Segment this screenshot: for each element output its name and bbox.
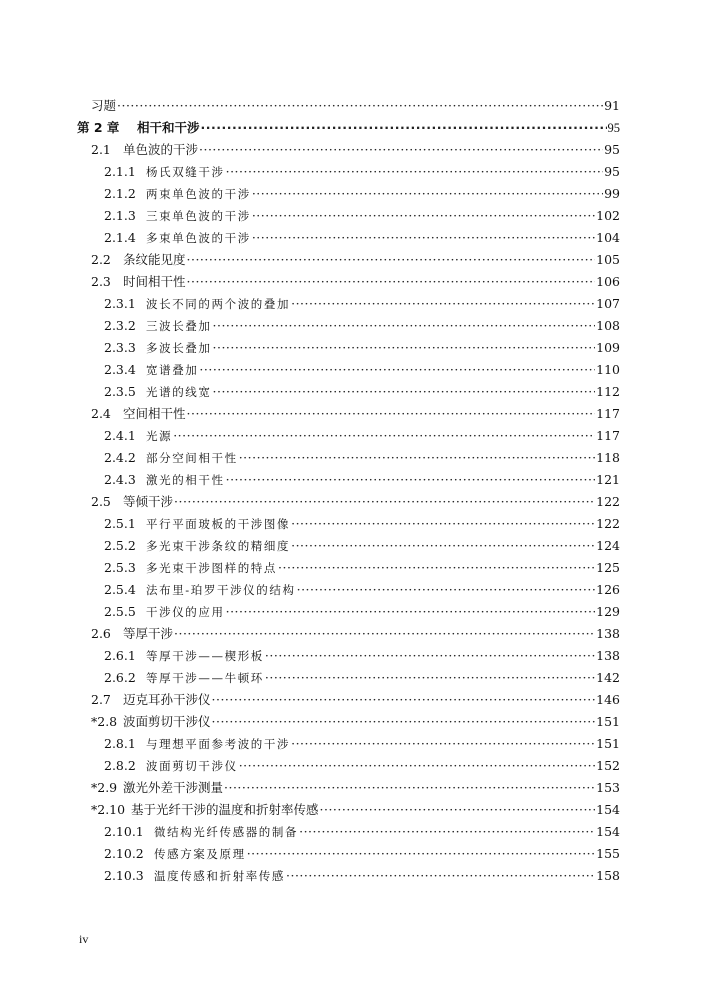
dot-leader (265, 667, 595, 689)
toc-entry-title: 条纹能见度 (123, 252, 186, 267)
toc-entry-page-number: 109 (596, 340, 620, 355)
toc-entry-title: 三束单色波的干涉 (146, 209, 251, 223)
dot-leader (213, 381, 596, 403)
toc-entry-number: 2.4.1 (104, 428, 136, 443)
dot-leader (320, 799, 596, 821)
dot-leader (226, 161, 603, 183)
toc-entry-number: 2.5.5 (104, 604, 136, 619)
toc-entry-page-number: 95 (604, 164, 620, 179)
toc-section-entry[interactable] (91, 689, 620, 711)
toc-entry-page-number: 122 (596, 516, 620, 531)
dot-leader (291, 293, 595, 315)
dot-leader (174, 623, 595, 645)
dot-leader (278, 557, 595, 579)
toc-entry-page-number: 158 (596, 868, 620, 883)
toc-section-entry[interactable] (91, 403, 620, 425)
toc-entry-page-number: 154 (596, 802, 620, 817)
dot-leader (239, 755, 595, 777)
dot-leader (297, 579, 596, 601)
toc-entry-title: 传感方案及原理 (154, 847, 246, 861)
dot-leader (213, 337, 596, 359)
toc-subsection-entry[interactable] (104, 667, 620, 689)
toc-entry-page-number: 151 (596, 714, 620, 729)
dot-leader (117, 95, 603, 117)
toc-entry-title: 单色波的干涉 (123, 142, 199, 157)
dot-leader (252, 205, 595, 227)
toc-entry-page-number: 118 (596, 450, 620, 465)
dot-leader (213, 315, 596, 337)
toc-entry-number: 2.6 (91, 626, 111, 641)
toc-subsection-entry[interactable] (104, 513, 620, 535)
toc-entry-number: 2.6.2 (104, 670, 136, 685)
toc-entry-number: 2.5.3 (104, 560, 136, 575)
toc-entry-page-number: 129 (596, 604, 620, 619)
toc-entry-title: 迈克耳孙干涉仪 (123, 692, 211, 707)
dot-leader (174, 491, 595, 513)
dot-leader (187, 271, 596, 293)
toc-entry-page-number: 102 (596, 208, 620, 223)
toc-entry-number: *2.8 (91, 714, 118, 729)
dot-leader (299, 821, 595, 843)
toc-entry-page-number: 122 (596, 494, 620, 509)
toc-entry-number: 2.3.5 (104, 384, 136, 399)
toc-entry-title: 波面剪切干涉仪 (123, 714, 211, 729)
toc-entry-title: 等倾干涉 (123, 494, 174, 509)
toc-section-entry[interactable] (91, 799, 620, 821)
dot-leader (239, 447, 595, 469)
toc-subsection-entry[interactable] (104, 359, 620, 381)
dot-leader (173, 425, 595, 447)
toc-subsection-entry[interactable] (104, 315, 620, 337)
toc-subsection-entry[interactable] (104, 447, 620, 469)
toc-entry-number: 2.10.3 (104, 868, 144, 883)
toc-entry-title: 温度传感和折射率传感 (154, 869, 285, 883)
toc-entry-page-number: 107 (596, 296, 620, 311)
toc-entry-page-number: 153 (596, 780, 620, 795)
toc-entry-page-number: 91 (604, 98, 620, 113)
dot-leader (247, 843, 595, 865)
toc-entry-page-number: 154 (596, 824, 620, 839)
toc-entry-page-number: 112 (596, 384, 620, 399)
toc-entry-number: 2.4.3 (104, 472, 136, 487)
dot-leader (252, 183, 603, 205)
dot-leader (265, 645, 595, 667)
toc-entry-number: 2.3.2 (104, 318, 136, 333)
toc-subsection-entry[interactable] (104, 425, 620, 447)
toc-entry-number: 2.3.3 (104, 340, 136, 355)
toc-entry-title: 三波长叠加 (146, 319, 212, 333)
toc-subsection-entry[interactable] (104, 381, 620, 403)
toc-entry-page-number: 95 (607, 121, 620, 135)
toc-entry-title: 干涉仪的应用 (146, 605, 225, 619)
toc-subsection-entry[interactable] (104, 337, 620, 359)
toc-entry-number: 2.8.1 (104, 736, 136, 751)
toc-entry-title: 等厚干涉——牛顿环 (146, 671, 264, 685)
toc-entry-title: 平行平面玻板的干涉图像 (146, 517, 291, 531)
toc-entry-page-number: 105 (596, 252, 620, 267)
toc-section-entry[interactable] (91, 491, 620, 513)
toc-subsection-entry[interactable] (104, 469, 620, 491)
toc-entry-page-number: 104 (596, 230, 620, 245)
dot-leader (187, 249, 596, 271)
toc-entry-number: 2.3.1 (104, 296, 136, 311)
toc-entry-number: 2.10.2 (104, 846, 144, 861)
toc-entry-number: 2.5.2 (104, 538, 136, 553)
dot-leader (291, 535, 595, 557)
toc-entry-page-number: 151 (596, 736, 620, 751)
toc-entry-number: 2.1.4 (104, 230, 136, 245)
dot-leader (199, 139, 603, 161)
toc-entry-title: 波长不同的两个波的叠加 (146, 297, 291, 311)
toc-subsection-entry[interactable] (104, 645, 620, 667)
toc-entry-page-number: 117 (596, 406, 620, 421)
toc-entry-number: 2.5.4 (104, 582, 136, 597)
toc-entry-title: 多光束干涉图样的特点 (146, 561, 277, 575)
toc-entry-title: 基于光纤干涉的温度和折射率传感 (131, 802, 319, 817)
toc-subsection-entry[interactable] (104, 293, 620, 315)
toc-section-entry[interactable] (91, 249, 620, 271)
toc-subsection-entry[interactable] (104, 535, 620, 557)
toc-entry-title: 激光的相干性 (146, 473, 225, 487)
toc-entry-number: 第 2 章 (77, 120, 120, 135)
toc-entry-page-number: 146 (596, 692, 620, 707)
toc-entry-number: 2.4.2 (104, 450, 136, 465)
toc-entry-page-number: 117 (596, 428, 620, 443)
toc-entry-number: *2.9 (91, 780, 118, 795)
toc-entry-page-number: 155 (596, 846, 620, 861)
toc-entry-page-number: 110 (596, 362, 620, 377)
toc-entry-title: 多束单色波的干涉 (146, 231, 251, 245)
dot-leader (286, 865, 595, 887)
toc-entry-number: 2.4 (91, 406, 111, 421)
toc-subsection-entry[interactable] (104, 161, 620, 183)
dot-leader (187, 403, 596, 425)
toc-subsection-entry[interactable] (104, 183, 620, 205)
dot-leader (224, 777, 595, 799)
toc-section-entry[interactable] (91, 95, 620, 117)
toc-entry-title: 与理想平面参考波的干涉 (146, 737, 291, 751)
toc-entry-title: 部分空间相干性 (146, 451, 238, 465)
dot-leader (291, 513, 595, 535)
toc-entry-title: 两束单色波的干涉 (146, 187, 251, 201)
toc-entry-number: 2.1 (91, 142, 111, 157)
toc-entry-title: 激光外差干涉测量 (123, 780, 224, 795)
toc-entry-page-number: 138 (596, 648, 620, 663)
toc-entry-page-number: 121 (596, 472, 620, 487)
toc-subsection-entry[interactable] (104, 557, 620, 579)
toc-section-entry[interactable] (91, 271, 620, 293)
toc-entry-title: 波面剪切干涉仪 (146, 759, 238, 773)
page-number-footer: iv (79, 932, 89, 946)
toc-entry-number: 2.1.1 (104, 164, 136, 179)
toc-entry-title: 多波长叠加 (146, 341, 212, 355)
dot-leader (226, 469, 596, 491)
toc-entry-title: 微结构光纤传感器的制备 (154, 825, 299, 839)
toc-subsection-entry[interactable] (104, 601, 620, 623)
toc-entry-page-number: 99 (604, 186, 620, 201)
toc-entry-number: 2.3.4 (104, 362, 136, 377)
toc-entry-number: 2.1.2 (104, 186, 136, 201)
toc-entry-title: 法布里-珀罗干涉仪的结构 (146, 583, 296, 597)
toc-entry-title: 时间相干性 (123, 274, 186, 289)
toc-entry-number: 2.8.2 (104, 758, 136, 773)
toc-subsection-entry[interactable] (104, 579, 620, 601)
toc-entry-number: 2.3 (91, 274, 111, 289)
dot-leader (201, 117, 607, 139)
toc-subsection-entry[interactable] (104, 733, 620, 755)
toc-entry-page-number: 142 (596, 670, 620, 685)
dot-leader (212, 689, 596, 711)
toc-entry-number: 2.7 (91, 692, 111, 707)
toc-entry-title: 多光束干涉条纹的精细度 (146, 539, 291, 553)
toc-subsection-entry[interactable] (104, 755, 620, 777)
toc-entry-title: 光谱的线宽 (146, 385, 212, 399)
dot-leader (199, 359, 595, 381)
toc-entry-title: 宽谱叠加 (146, 363, 199, 377)
toc-subsection-entry[interactable] (104, 843, 620, 865)
dot-leader (252, 227, 595, 249)
dot-leader (291, 733, 595, 755)
dot-leader (212, 711, 596, 733)
toc-subsection-entry[interactable] (104, 227, 620, 249)
toc-entry-title: 杨氏双缝干涉 (146, 165, 225, 179)
toc-entry-number: 2.2 (91, 252, 111, 267)
toc-section-entry[interactable] (91, 777, 620, 799)
toc-entry-title: 等厚干涉——楔形板 (146, 649, 264, 663)
toc-chapter-entry[interactable] (77, 117, 620, 139)
toc-subsection-entry[interactable] (104, 865, 620, 887)
toc-entry-number: *2.10 (91, 802, 126, 817)
toc-entry-number: 2.5 (91, 494, 111, 509)
toc-entry-page-number: 138 (596, 626, 620, 641)
toc-entry-page-number: 124 (596, 538, 620, 553)
toc-section-entry[interactable] (91, 139, 620, 161)
toc-entry-number: 2.6.1 (104, 648, 136, 663)
dot-leader (226, 601, 596, 623)
toc-entry-title: 光源 (146, 429, 173, 443)
toc-entry-title: 习题 (91, 98, 117, 113)
toc-section-entry[interactable] (91, 623, 620, 645)
toc-entry-number: 2.10.1 (104, 824, 144, 839)
toc-entry-title: 等厚干涉 (123, 626, 174, 641)
toc-entry-page-number: 126 (596, 582, 620, 597)
toc-section-entry[interactable] (91, 711, 620, 733)
toc-entry-number: 2.5.1 (104, 516, 136, 531)
toc-entry-page-number: 125 (596, 560, 620, 575)
toc-subsection-entry[interactable] (104, 821, 620, 843)
toc-entry-title: 空间相干性 (123, 406, 186, 421)
toc-entry-page-number: 106 (596, 274, 620, 289)
toc-entry-page-number: 108 (596, 318, 620, 333)
toc-entry-number: 2.1.3 (104, 208, 136, 223)
toc-entry-title: 相干和干涉 (137, 120, 200, 135)
toc-entry-page-number: 152 (596, 758, 620, 773)
toc-entry-page-number: 95 (604, 142, 620, 157)
toc-subsection-entry[interactable] (104, 205, 620, 227)
